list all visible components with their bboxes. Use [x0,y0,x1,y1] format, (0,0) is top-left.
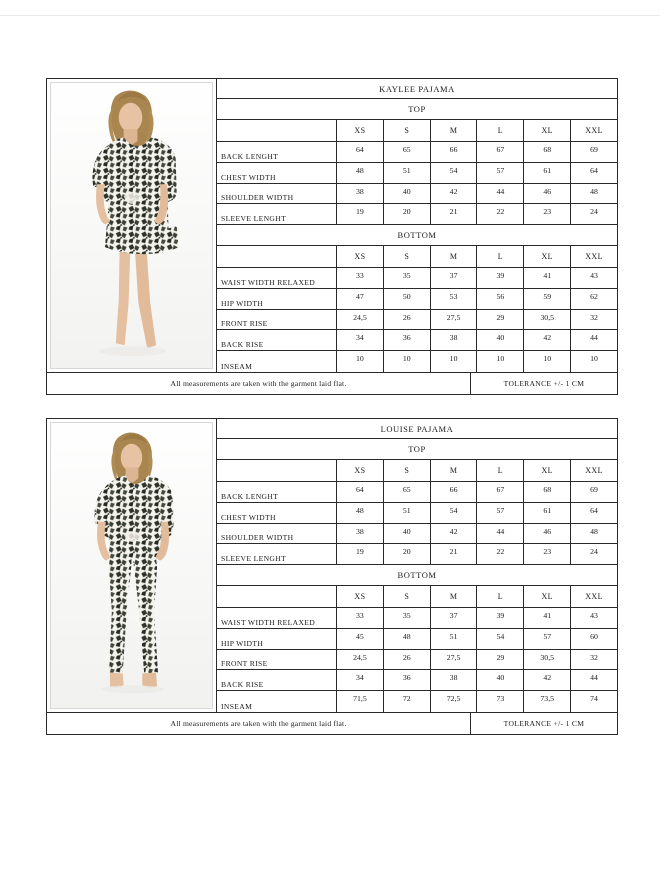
size-header-m: M [431,460,478,481]
size-header-l: L [477,120,524,141]
section-header-top [217,99,617,119]
measurement-value: 33 [337,268,384,288]
measurement-value: 51 [384,503,431,523]
measurement-value: 50 [384,289,431,309]
measurement-value: 64 [590,505,598,515]
measurement-value: 30,5 [524,310,571,330]
page-top-rule [0,15,660,16]
measurement-value: 27,5 [431,310,478,330]
measurement-value: 38 [431,330,478,350]
measurement-value: 34 [337,670,384,690]
product-photo-cell-louise [47,419,217,712]
measurement-value: 44 [477,184,524,204]
measurement-value: 57 [477,163,524,183]
measurement-value: 61 [524,163,571,183]
measurement-value: 71,5 [337,691,384,712]
table-row [217,310,617,331]
measurement-value: 48 [337,163,384,183]
table-row [217,691,617,712]
table-row [217,629,617,650]
measurement-value: 72 [384,691,431,712]
section-label-bottom: BOTTOM [397,229,437,240]
size-header-row-bottom [217,586,617,608]
size-header-xl: XL [524,246,571,267]
measurement-value: 47 [337,289,384,309]
measurement-value: 35 [384,268,431,288]
size-header-xl: XL [524,460,571,481]
measurement-value: 23 [524,204,571,224]
table-row [217,670,617,691]
measurement-value: 48 [337,503,384,523]
measurement-value: 73,5 [524,691,571,712]
size-header-blank-cell [217,586,337,607]
measurement-value: 27,5 [431,650,478,670]
measurement-label: HIP WIDTH [217,629,337,649]
measurement-value: 20 [384,544,431,564]
measurement-value: 32 [590,652,598,662]
measurement-value: 38 [337,524,384,544]
measurement-value: 42 [431,184,478,204]
measurement-value: 37 [431,268,478,288]
measurement-value: 10 [524,351,571,372]
measurement-label: SLEEVE LENGHT [217,204,337,224]
measurement-value: 29 [477,310,524,330]
measurement-value: 64 [590,165,598,175]
footer-measurement-note: All measurements are taken with the garment laid flat. [47,373,471,394]
measurement-grid-louise [217,419,617,712]
table-row [217,503,617,524]
measurement-value: 62 [590,291,598,301]
size-header-m: M [431,246,478,267]
measurement-value: 56 [477,289,524,309]
table-row [217,544,617,565]
measurement-label: FRONT RISE [217,310,337,330]
measurement-grid-kaylee [217,79,617,372]
measurement-value: 53 [431,289,478,309]
measurement-value: 36 [384,330,431,350]
measurement-value: 68 [524,482,571,502]
measurement-value: 24 [590,547,598,557]
measurement-label: HIP WIDTH [217,289,337,309]
measurement-value: 10 [477,351,524,372]
measurement-value: 40 [384,524,431,544]
measurement-value: 39 [477,268,524,288]
product-photo-frame [50,82,213,369]
footer-tolerance-note: TOLERANCE +/- 1 CM [503,719,585,728]
page-title: KAYLEE PAJAMA [379,83,455,94]
measurement-value: 19 [337,544,384,564]
chart-footer-kaylee [47,372,617,394]
measurement-label: SLEEVE LENGHT [217,544,337,564]
measurement-value: 44 [590,673,598,683]
measurement-value: 35 [384,608,431,628]
measurement-value: 23 [524,544,571,564]
measurement-value: 48 [590,186,598,196]
table-row [217,351,617,372]
size-header-xs: XS [337,120,384,141]
measurement-value: 54 [477,629,524,649]
size-header-s: S [384,586,431,607]
size-header-blank-cell [217,460,337,481]
measurement-label: FRONT RISE [217,650,337,670]
measurement-label: SHOULDER WIDTH [217,184,337,204]
measurement-value: 37 [431,608,478,628]
size-header-xs: XS [337,586,384,607]
measurement-value: 10 [431,351,478,372]
measurement-value: 32 [590,312,598,322]
measurement-value: 44 [477,524,524,544]
measurement-value: 64 [337,482,384,502]
table-row [217,330,617,351]
measurement-value: 72,5 [431,691,478,712]
measurement-value: 38 [337,184,384,204]
measurement-value: 41 [524,268,571,288]
size-header-xxl: XXL [585,591,603,601]
measurement-value: 42 [524,670,571,690]
section-header-top [217,439,617,459]
section-header-bottom [217,225,617,245]
size-header-xs: XS [337,460,384,481]
table-row [217,184,617,205]
measurement-label: CHEST WIDTH [217,503,337,523]
size-header-blank-cell [217,120,337,141]
footer-measurement-note: All measurements are taken with the garment laid flat. [47,713,471,734]
measurement-value: 24,5 [337,650,384,670]
measurement-value: 40 [384,184,431,204]
size-header-xxl: XXL [585,465,603,475]
measurement-value: 54 [431,163,478,183]
size-header-xxl: XXL [585,125,603,135]
measurement-value: 39 [477,608,524,628]
measurement-value: 45 [337,629,384,649]
size-header-row-bottom [217,246,617,268]
measurement-value: 48 [384,629,431,649]
measurement-value: 54 [431,503,478,523]
measurement-value: 51 [431,629,478,649]
table-row [217,142,617,163]
measurement-label: SHOULDER WIDTH [217,524,337,544]
measurement-value: 60 [590,631,598,641]
measurement-label: BACK RISE [217,670,337,690]
measurement-value: 26 [384,650,431,670]
section-label-bottom: BOTTOM [397,569,437,580]
measurement-value: 51 [384,163,431,183]
section-label-top: TOP [408,104,426,115]
measurement-value: 24 [590,207,598,217]
product-photo-pants-set-icon [51,423,212,708]
size-header-l: L [477,460,524,481]
measurement-value: 57 [524,629,571,649]
measurement-value: 36 [384,670,431,690]
size-header-xl: XL [524,120,571,141]
measurement-value: 74 [590,694,598,704]
size-header-row-top [217,460,617,482]
measurement-value: 30,5 [524,650,571,670]
measurement-label: WAIST WIDTH RELAXED [217,608,337,628]
measurement-value: 67 [477,142,524,162]
measurement-value: 43 [590,270,598,280]
measurement-label: BACK LENGHT [217,482,337,502]
product-photo-romper-icon [51,83,212,368]
measurement-value: 65 [384,482,431,502]
table-row [217,650,617,671]
chart-body [47,419,617,712]
measurement-value: 10 [384,351,431,372]
measurement-value: 33 [337,608,384,628]
measurement-value: 66 [431,142,478,162]
size-header-l: L [477,246,524,267]
measurement-value: 42 [524,330,571,350]
measurement-value: 41 [524,608,571,628]
table-row [217,608,617,629]
size-header-m: M [431,586,478,607]
section-label-top: TOP [408,444,426,455]
size-header-s: S [384,460,431,481]
measurement-value: 43 [590,610,598,620]
size-header-s: S [384,120,431,141]
measurement-value: 69 [590,484,598,494]
size-header-blank-cell [217,246,337,267]
size-header-m: M [431,120,478,141]
measurement-value: 65 [384,142,431,162]
measurement-value: 10 [337,351,384,372]
page-title-row [217,419,617,439]
table-row [217,268,617,289]
measurement-value: 57 [477,503,524,523]
size-chart-kaylee [46,78,618,395]
measurement-value: 68 [524,142,571,162]
measurement-value: 40 [477,670,524,690]
measurement-value: 69 [590,144,598,154]
chart-title-row [217,79,617,99]
measurement-value: 19 [337,204,384,224]
measurement-label: BACK RISE [217,330,337,350]
measurement-value: 44 [590,333,598,343]
size-header-xxl: XXL [585,251,603,261]
measurement-value: 64 [337,142,384,162]
chart-body [47,79,617,372]
measurement-value: 21 [431,544,478,564]
measurement-value: 59 [524,289,571,309]
size-header-row-top [217,120,617,142]
footer-tolerance-note: TOLERANCE +/- 1 CM [503,379,585,388]
measurement-value: 66 [431,482,478,502]
measurement-value: 38 [431,670,478,690]
measurement-value: 73 [477,691,524,712]
measurement-value: 40 [477,330,524,350]
table-row [217,482,617,503]
measurement-label: BACK LENGHT [217,142,337,162]
measurement-value: 29 [477,650,524,670]
measurement-value: 22 [477,204,524,224]
chart-footer-louise [47,712,617,734]
measurement-label: WAIST WIDTH RELAXED [217,268,337,288]
table-row [217,289,617,310]
measurement-value: 61 [524,503,571,523]
size-header-xl: XL [524,586,571,607]
product-photo-cell-kaylee [47,79,217,372]
measurement-value: 46 [524,184,571,204]
measurement-value: 34 [337,330,384,350]
size-header-xs: XS [337,246,384,267]
measurement-value: 20 [384,204,431,224]
size-chart-louise [46,418,618,735]
table-row [217,163,617,184]
measurement-value: 42 [431,524,478,544]
measurement-value: 67 [477,482,524,502]
table-row [217,524,617,545]
measurement-value: 46 [524,524,571,544]
section-header-bottom [217,565,617,585]
size-header-s: S [384,246,431,267]
measurement-value: 24,5 [337,310,384,330]
size-header-l: L [477,586,524,607]
measurement-value: 10 [590,354,598,364]
measurement-value: 48 [590,526,598,536]
measurement-value: 21 [431,204,478,224]
measurement-value: 26 [384,310,431,330]
measurement-value: 22 [477,544,524,564]
table-row [217,204,617,225]
measurement-label: INSEAM [217,351,337,372]
measurement-label: CHEST WIDTH [217,163,337,183]
page-title: LOUISE PAJAMA [380,423,454,434]
product-photo-frame [50,422,213,709]
measurement-label: INSEAM [217,691,337,712]
